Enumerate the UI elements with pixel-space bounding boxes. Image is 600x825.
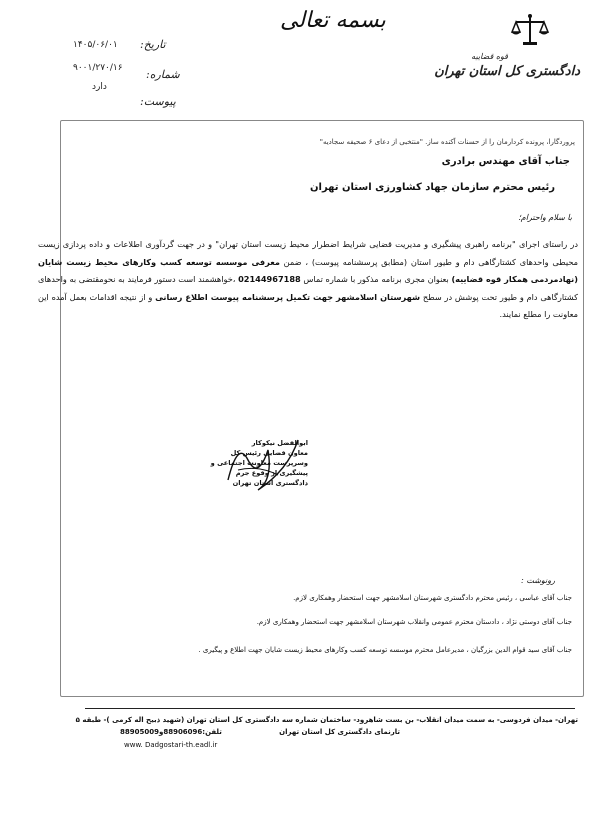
- signatory-title-2: وسرپرست معاونت اجتماعی و پیشگیری از وقوع جرم: [210, 459, 308, 477]
- office-title: دادگستری کل استان تهران: [434, 64, 580, 79]
- scales-emblem-icon: [510, 12, 550, 48]
- body-bold-2: شهرستان اسلامشهر جهت تکمیل پرسشنامه پیوست اطلاع رسانی: [155, 291, 421, 302]
- footer-address: تهران- میدان فردوسی- به سمت میدان انقلاب- بن بست شاهرود- ساختمان شماره سه دادگستری کل استان تهران (شهید ذبیح اله کرمی )- طبقه ۵: [75, 716, 578, 724]
- body-part-3: ،خواهشمند است دستور فرمایند به نحومقتضی به واحدهای کشتارگاهی دام و طیور تحت پوشش در سطح: [38, 274, 578, 302]
- number-value: ۹۰۰۱/۲۷۰/۱۶: [73, 63, 123, 73]
- footer-phone: تلفن:88906096و88905009: [120, 728, 222, 736]
- attachment-label: پیوست:: [140, 95, 176, 108]
- signatory-title-3: دادگستری استان تهران: [232, 479, 308, 487]
- body-part-2: بعنوان مجری برنامه مذکور با شماره تماس: [300, 274, 452, 285]
- copy-line: جناب آقای دوستی نژاد ، دادستان محترم عمومی وانقلاب شهرستان اسلامشهر جهت استحضار وهمکاری لازم.: [256, 618, 572, 626]
- bismillah-heading: بسمه تعالی: [280, 8, 386, 33]
- footer-website-label: تارنمای دادگستری کل استان تهران: [279, 728, 400, 736]
- signature-block: [208, 438, 308, 488]
- footer-url[interactable]: www. Dadgostari-th.eadl.ir: [124, 741, 218, 749]
- salute: جناب آقای مهندس برادری: [441, 156, 570, 167]
- number-label: شماره:: [146, 68, 180, 81]
- signatory-title-1: معاون قضایی رئیس کل: [230, 449, 308, 457]
- body-part-1: در راستای اجرای "برنامه راهبری پیشگیری و مدیریت قضایی شرایط اضطرار محیط زیست استان تهران" و در جهت گردآوری اطلاعات و داده پردازی زیست محیطی واحدهای کشتارگاهی دام و طیور استان (مطابق پرسشنامه پیوست) ، ضمن: [38, 239, 578, 267]
- attachment-value: دارد: [92, 82, 107, 92]
- footer-divider: [85, 708, 575, 709]
- greeting: با سلام واحترام؛: [518, 213, 572, 222]
- signatory-name: ابوالفضل نیکوکار: [251, 439, 308, 447]
- copy-line: جناب آقای عباسی ، رئیس محترم دادگستری شهرستان اسلامشهر جهت استحضار وهمکاری لازم.: [293, 594, 572, 602]
- copies-label: رونوشت :: [521, 576, 555, 585]
- letter-frame: [60, 120, 584, 697]
- date-label: تاریخ:: [140, 38, 166, 51]
- top-note: پروردگارا، پرونده کردارمان را از حسنات آکنده ساز. "منتخبی از دعای ۶ صحیفه سجادیه": [319, 138, 575, 146]
- body-part-4: و از نتیجه اقدامات بعمل آمده این معاونت را مطلع نمایند.: [38, 291, 578, 320]
- judiciary-line: قوه قضاییه: [471, 52, 508, 61]
- recipient-title: رئیس محترم سازمان جهاد کشاورزی استان تهران: [310, 182, 555, 193]
- copy-line: جناب آقای سید قوام الدین بزرگیان ، مدیرعامل محترم موسسه توسعه کسب وکارهای محیط زیست شایان جهت اطلاع و پیگیری .: [198, 646, 572, 654]
- letter-body: [38, 236, 578, 324]
- body-bold-1: معرفی موسسه توسعه کسب وکارهای محیط زیست شایان (نهادمردمی همکار قوه قضاییه): [38, 256, 579, 285]
- date-value: ۱۴۰۵/۰۶/۰۱: [73, 40, 118, 50]
- body-phone: 02144967188: [238, 274, 301, 285]
